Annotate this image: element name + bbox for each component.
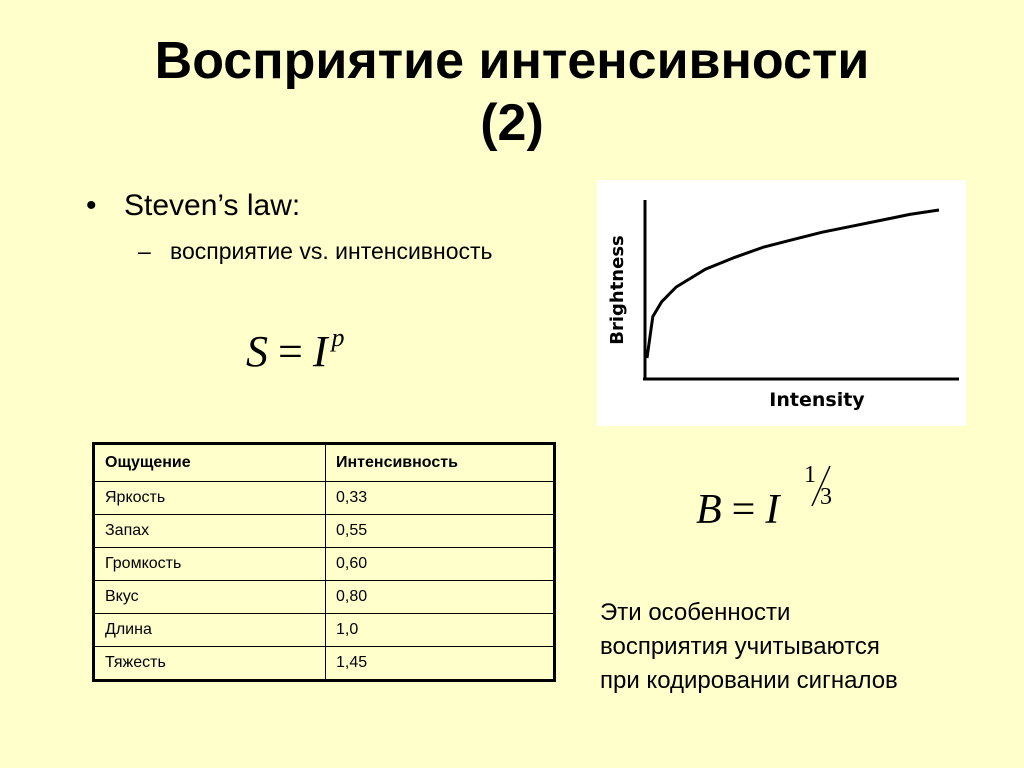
bullet-marker: • <box>86 189 97 222</box>
graph-svg <box>597 180 966 426</box>
note-line: при кодировании сигналов <box>600 667 898 694</box>
table-cell: 0,60 <box>326 548 555 581</box>
table-cell: Длина <box>94 614 326 647</box>
note-text <box>600 596 1000 698</box>
graph-curve <box>647 210 939 358</box>
bullet-stevens-law <box>86 188 300 224</box>
table-row <box>94 647 555 681</box>
table-row <box>94 548 555 581</box>
table-cell: Запах <box>94 515 326 548</box>
table-cell: 1,45 <box>326 647 555 681</box>
graph-xlabel: Intensity <box>769 389 865 411</box>
formula-s-lhs: S <box>246 327 268 376</box>
sub-bullet-text: восприятие vs. интенсивность <box>170 238 493 264</box>
sensation-table <box>92 442 556 682</box>
graph-ylabel: Brightness <box>607 235 628 345</box>
exponent-denominator: 3 <box>820 484 832 510</box>
sub-bullet-marker: – <box>138 238 151 264</box>
slide-title-line1: Восприятие интенсивности <box>154 32 870 90</box>
formula-brightness <box>696 484 779 536</box>
note-line: Эти особенности <box>600 599 791 626</box>
table-cell: 0,33 <box>326 482 555 515</box>
slide-title-line2: (2) <box>480 94 544 152</box>
table-cell: Яркость <box>94 482 326 515</box>
table-header-row <box>94 444 555 482</box>
table-cell: Вкус <box>94 581 326 614</box>
table-row <box>94 515 555 548</box>
table-row <box>94 482 555 515</box>
formula-b-equals: = <box>731 487 756 533</box>
formula-b-lhs: B <box>696 487 722 533</box>
table-cell: 0,80 <box>326 581 555 614</box>
formula-stevens-law <box>246 323 345 384</box>
exponent-numerator: 1 <box>804 462 816 488</box>
formula-s-equals: = <box>278 327 303 376</box>
formula-b-exponent <box>800 462 846 512</box>
table-cell: 0,55 <box>326 515 555 548</box>
formula-s-exponent: p <box>331 323 345 352</box>
table-row <box>94 614 555 647</box>
table-header-intensity: Интенсивность <box>326 444 555 482</box>
table-header-sensation: Ощущение <box>94 444 326 482</box>
table-cell: 1,0 <box>326 614 555 647</box>
sub-bullet <box>138 236 493 266</box>
brightness-intensity-graph <box>597 180 966 426</box>
table-row <box>94 581 555 614</box>
slide-title <box>40 30 984 154</box>
bullet-text: Steven’s law: <box>124 189 301 222</box>
table-cell: Громкость <box>94 548 326 581</box>
table-cell: Тяжесть <box>94 647 326 681</box>
note-line: восприятия учитываются <box>600 633 880 660</box>
formula-b-base: I <box>765 487 780 533</box>
formula-s-base: I <box>312 327 328 376</box>
